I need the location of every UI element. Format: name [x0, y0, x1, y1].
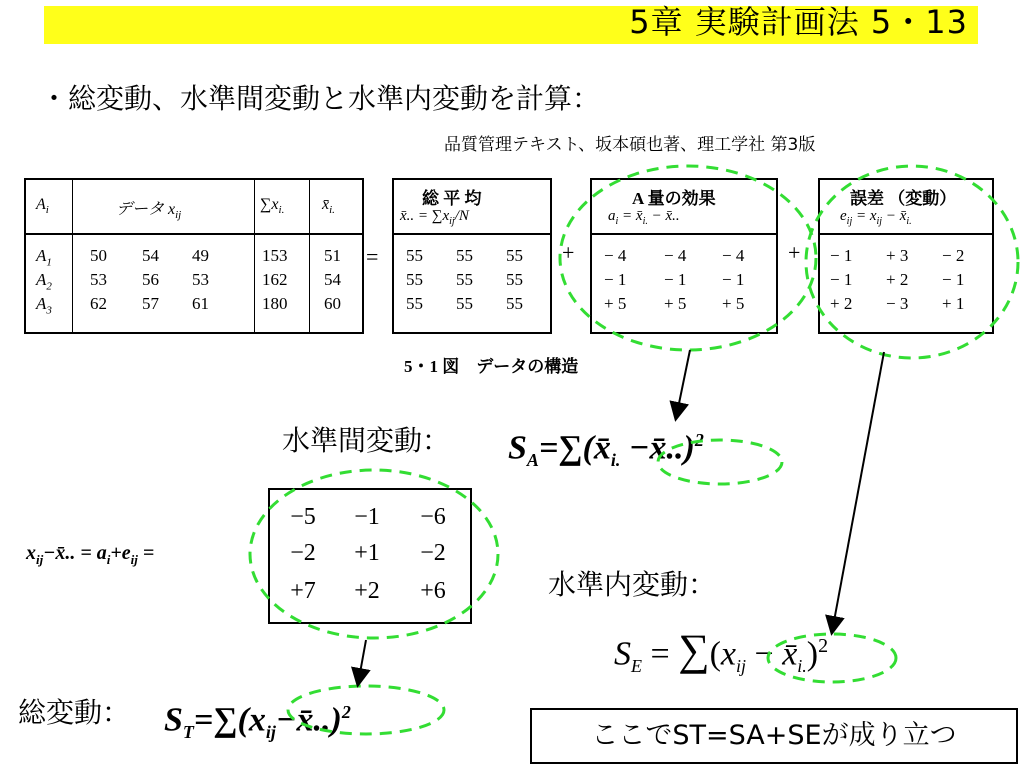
matrix-cell: +7	[290, 578, 316, 604]
effect-cell: − 1	[722, 270, 745, 289]
effect-formula: $a_i$ = $x̄_{i.}$ − x̄..	[608, 208, 680, 227]
row-label-a1: $A_1$	[36, 246, 52, 269]
error-cell: + 3	[886, 246, 909, 265]
mean-cell: 54	[324, 270, 341, 289]
mean-cell: 60	[324, 294, 341, 313]
header-mean: $x̄_{i.}$	[322, 196, 335, 217]
grand-mean-cell: 55	[506, 246, 523, 265]
error-cell: − 1	[830, 246, 853, 265]
data-cell: 53	[192, 270, 209, 289]
error-cell: + 1	[942, 294, 965, 313]
conclusion-box: ここでST=SA+SEが成り立つ	[530, 708, 1018, 764]
between-label: 水準間変動：	[282, 424, 451, 457]
error-cell: − 2	[942, 246, 965, 265]
between-highlight-ellipse	[658, 440, 782, 484]
matrix-cell: −5	[290, 504, 316, 530]
total-label: 総変動：	[18, 696, 131, 729]
matrix-arrow	[358, 640, 366, 684]
figure-caption: 5・1 図 データの構造	[404, 357, 579, 376]
matrix-cell: −1	[354, 504, 380, 530]
effect-cell: − 1	[604, 270, 627, 289]
within-highlight-ellipse	[768, 634, 896, 682]
effect-cell: − 4	[664, 246, 687, 265]
slide-title: 5章 実験計画法 5・13	[629, 3, 968, 41]
error-arrow	[832, 352, 884, 632]
grand-mean-cell: 55	[406, 270, 423, 289]
error-formula: $e_{ij} = x_{ij}$ − $x̄_{i.}$	[840, 208, 912, 227]
matrix-cell: +1	[354, 540, 380, 566]
data-cell: 62	[90, 294, 107, 313]
effect-cell: + 5	[722, 294, 745, 313]
grand-mean-cell: 55	[506, 270, 523, 289]
header-a: $A_i$	[36, 196, 49, 217]
header-sum: $\sum x_{i.}$	[260, 196, 285, 217]
row-label-a2: $A_2$	[36, 270, 52, 293]
grand-mean-cell: 55	[456, 246, 473, 265]
total-formula: $S_T=\sum(x_{ij}-x̄..)^2$	[164, 701, 351, 743]
grand-mean-cell: 55	[406, 294, 423, 313]
sum-cell: 180	[262, 294, 288, 313]
effect-cell: − 1	[664, 270, 687, 289]
grand-mean-formula: x̄.. = $\sum x_{ij}/N$	[400, 208, 469, 227]
sum-cell: 162	[262, 270, 288, 289]
mean-cell: 51	[324, 246, 341, 265]
matrix-cell: −2	[420, 540, 446, 566]
data-cell: 57	[142, 294, 159, 313]
within-formula: $S_E = \sum(x_{ij}$ − $x̄_{i.})^2$	[614, 625, 829, 677]
grand-mean-cell: 55	[456, 270, 473, 289]
grand-mean-cell: 55	[456, 294, 473, 313]
error-header: 誤差 （変動）	[850, 189, 957, 208]
subtitle: ・総変動、水準間変動と水準内変動を計算：	[40, 82, 601, 115]
matrix-cell: +2	[354, 578, 380, 604]
matrix-cell: +6	[420, 578, 446, 604]
effect-cell: − 4	[604, 246, 627, 265]
plus-operator: +	[562, 240, 575, 265]
matrix-highlight-ellipse	[250, 470, 498, 638]
plus-operator: +	[788, 240, 801, 265]
data-cell: 49	[192, 246, 209, 265]
effect-arrow	[676, 350, 690, 418]
error-cell: − 3	[886, 294, 909, 313]
row-label-a3: $A_3$	[36, 294, 52, 317]
data-cell: 50	[90, 246, 107, 265]
error-cell: − 1	[942, 270, 965, 289]
between-formula: $S_A=\sum(x̄_{i.}$ −x̄..)$^2$	[508, 429, 704, 471]
effect-highlight-ellipse	[560, 166, 816, 350]
error-highlight-ellipse	[806, 166, 1018, 358]
data-cell: 56	[142, 270, 159, 289]
within-label: 水準内変動：	[548, 568, 717, 601]
total-highlight-ellipse	[288, 686, 444, 734]
grand-mean-cell: 55	[506, 294, 523, 313]
sum-cell: 153	[262, 246, 288, 265]
error-cell: + 2	[830, 294, 853, 313]
effect-header: A 量の効果	[632, 189, 716, 208]
data-cell: 61	[192, 294, 209, 313]
error-cell: + 2	[886, 270, 909, 289]
effect-cell: − 4	[722, 246, 745, 265]
grand-mean-cell: 55	[406, 246, 423, 265]
data-cell: 53	[90, 270, 107, 289]
grand-mean-header: 総 平 均	[422, 189, 482, 208]
equals-operator: =	[366, 244, 379, 269]
header-data: データ $x_{ij}$	[116, 201, 182, 222]
effect-cell: + 5	[664, 294, 687, 313]
deviation-equation: $x_{ij}-x̄$.. = $a_i+e_{ij}$ =	[26, 542, 155, 567]
error-cell: − 1	[830, 270, 853, 289]
matrix-cell: −2	[290, 540, 316, 566]
effect-cell: + 5	[604, 294, 627, 313]
data-cell: 54	[142, 246, 159, 265]
source-citation: 品質管理テキスト、坂本碩也著、理工学社 第3版	[444, 135, 816, 155]
matrix-cell: −6	[420, 504, 446, 530]
